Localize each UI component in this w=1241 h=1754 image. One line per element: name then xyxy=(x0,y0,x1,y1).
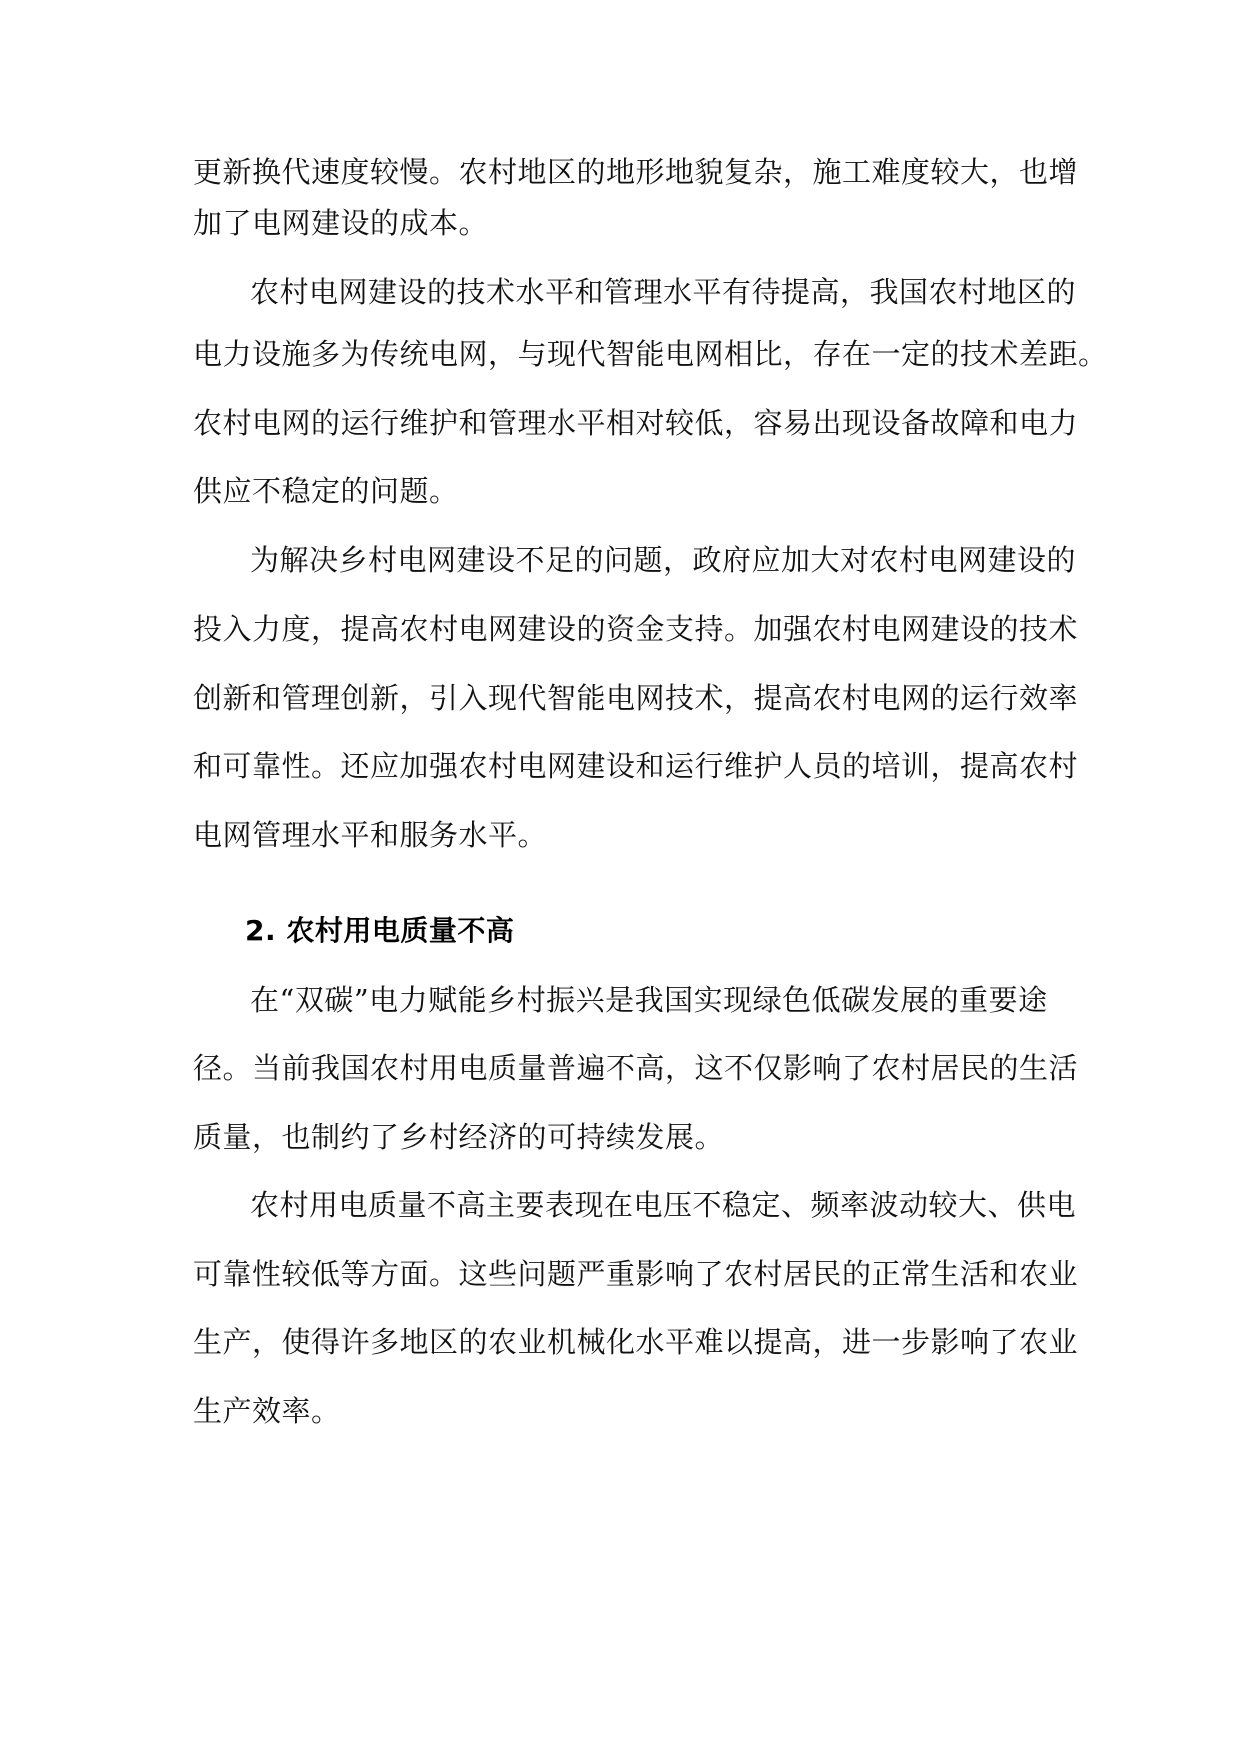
text-line: 为解决乡村电网建设不足的问题，政府应加大对农村电网建设的 xyxy=(250,543,1077,577)
text-line: 投入力度，提高农村电网建设的资金支持。加强农村电网建设的技术 xyxy=(193,612,1079,646)
text-line: 农村电网建设的技术水平和管理水平有待提高，我国农村地区的 xyxy=(250,275,1077,309)
text-line: 农村用电质量不高主要表现在电压不稳定、频率波动较大、供电 xyxy=(250,1188,1077,1222)
text-line: 在“双碳”电力赋能乡村振兴是我国实现绿色低碳发展的重要途 xyxy=(250,983,1048,1017)
text-line: 径。当前我国农村用电质量普遍不高，这不仅影响了农村居民的生活 xyxy=(193,1051,1079,1085)
text-line: 电网管理水平和服务水平。 xyxy=(193,818,548,852)
text-line: 生产效率。 xyxy=(193,1394,341,1428)
text-line: 质量，也制约了乡村经济的可持续发展。 xyxy=(193,1120,725,1154)
text-line: 创新和管理创新，引入现代智能电网技术，提高农村电网的运行效率 xyxy=(193,681,1079,715)
section-heading: 2. 农村用电质量不高 xyxy=(245,914,515,947)
text-line: 生产，使得许多地区的农业机械化水平难以提高，进一步影响了农业 xyxy=(193,1325,1079,1359)
text-line: 更新换代速度较慢。农村地区的地形地貌复杂，施工难度较大，也增 xyxy=(193,155,1079,189)
text-line: 可靠性较低等方面。这些问题严重影响了农村居民的正常生活和农业 xyxy=(193,1257,1079,1291)
text-line: 和可靠性。还应加强农村电网建设和运行维护人员的培训，提高农村 xyxy=(193,749,1079,783)
text-line: 农村电网的运行维护和管理水平相对较低，容易出现设备故障和电力 xyxy=(193,406,1079,440)
text-line: 供应不稳定的问题。 xyxy=(193,474,459,508)
text-line: 电力设施多为传统电网，与现代智能电网相比，存在一定的技术差距。 xyxy=(193,337,1108,371)
text-line: 加了电网建设的成本。 xyxy=(193,206,489,240)
